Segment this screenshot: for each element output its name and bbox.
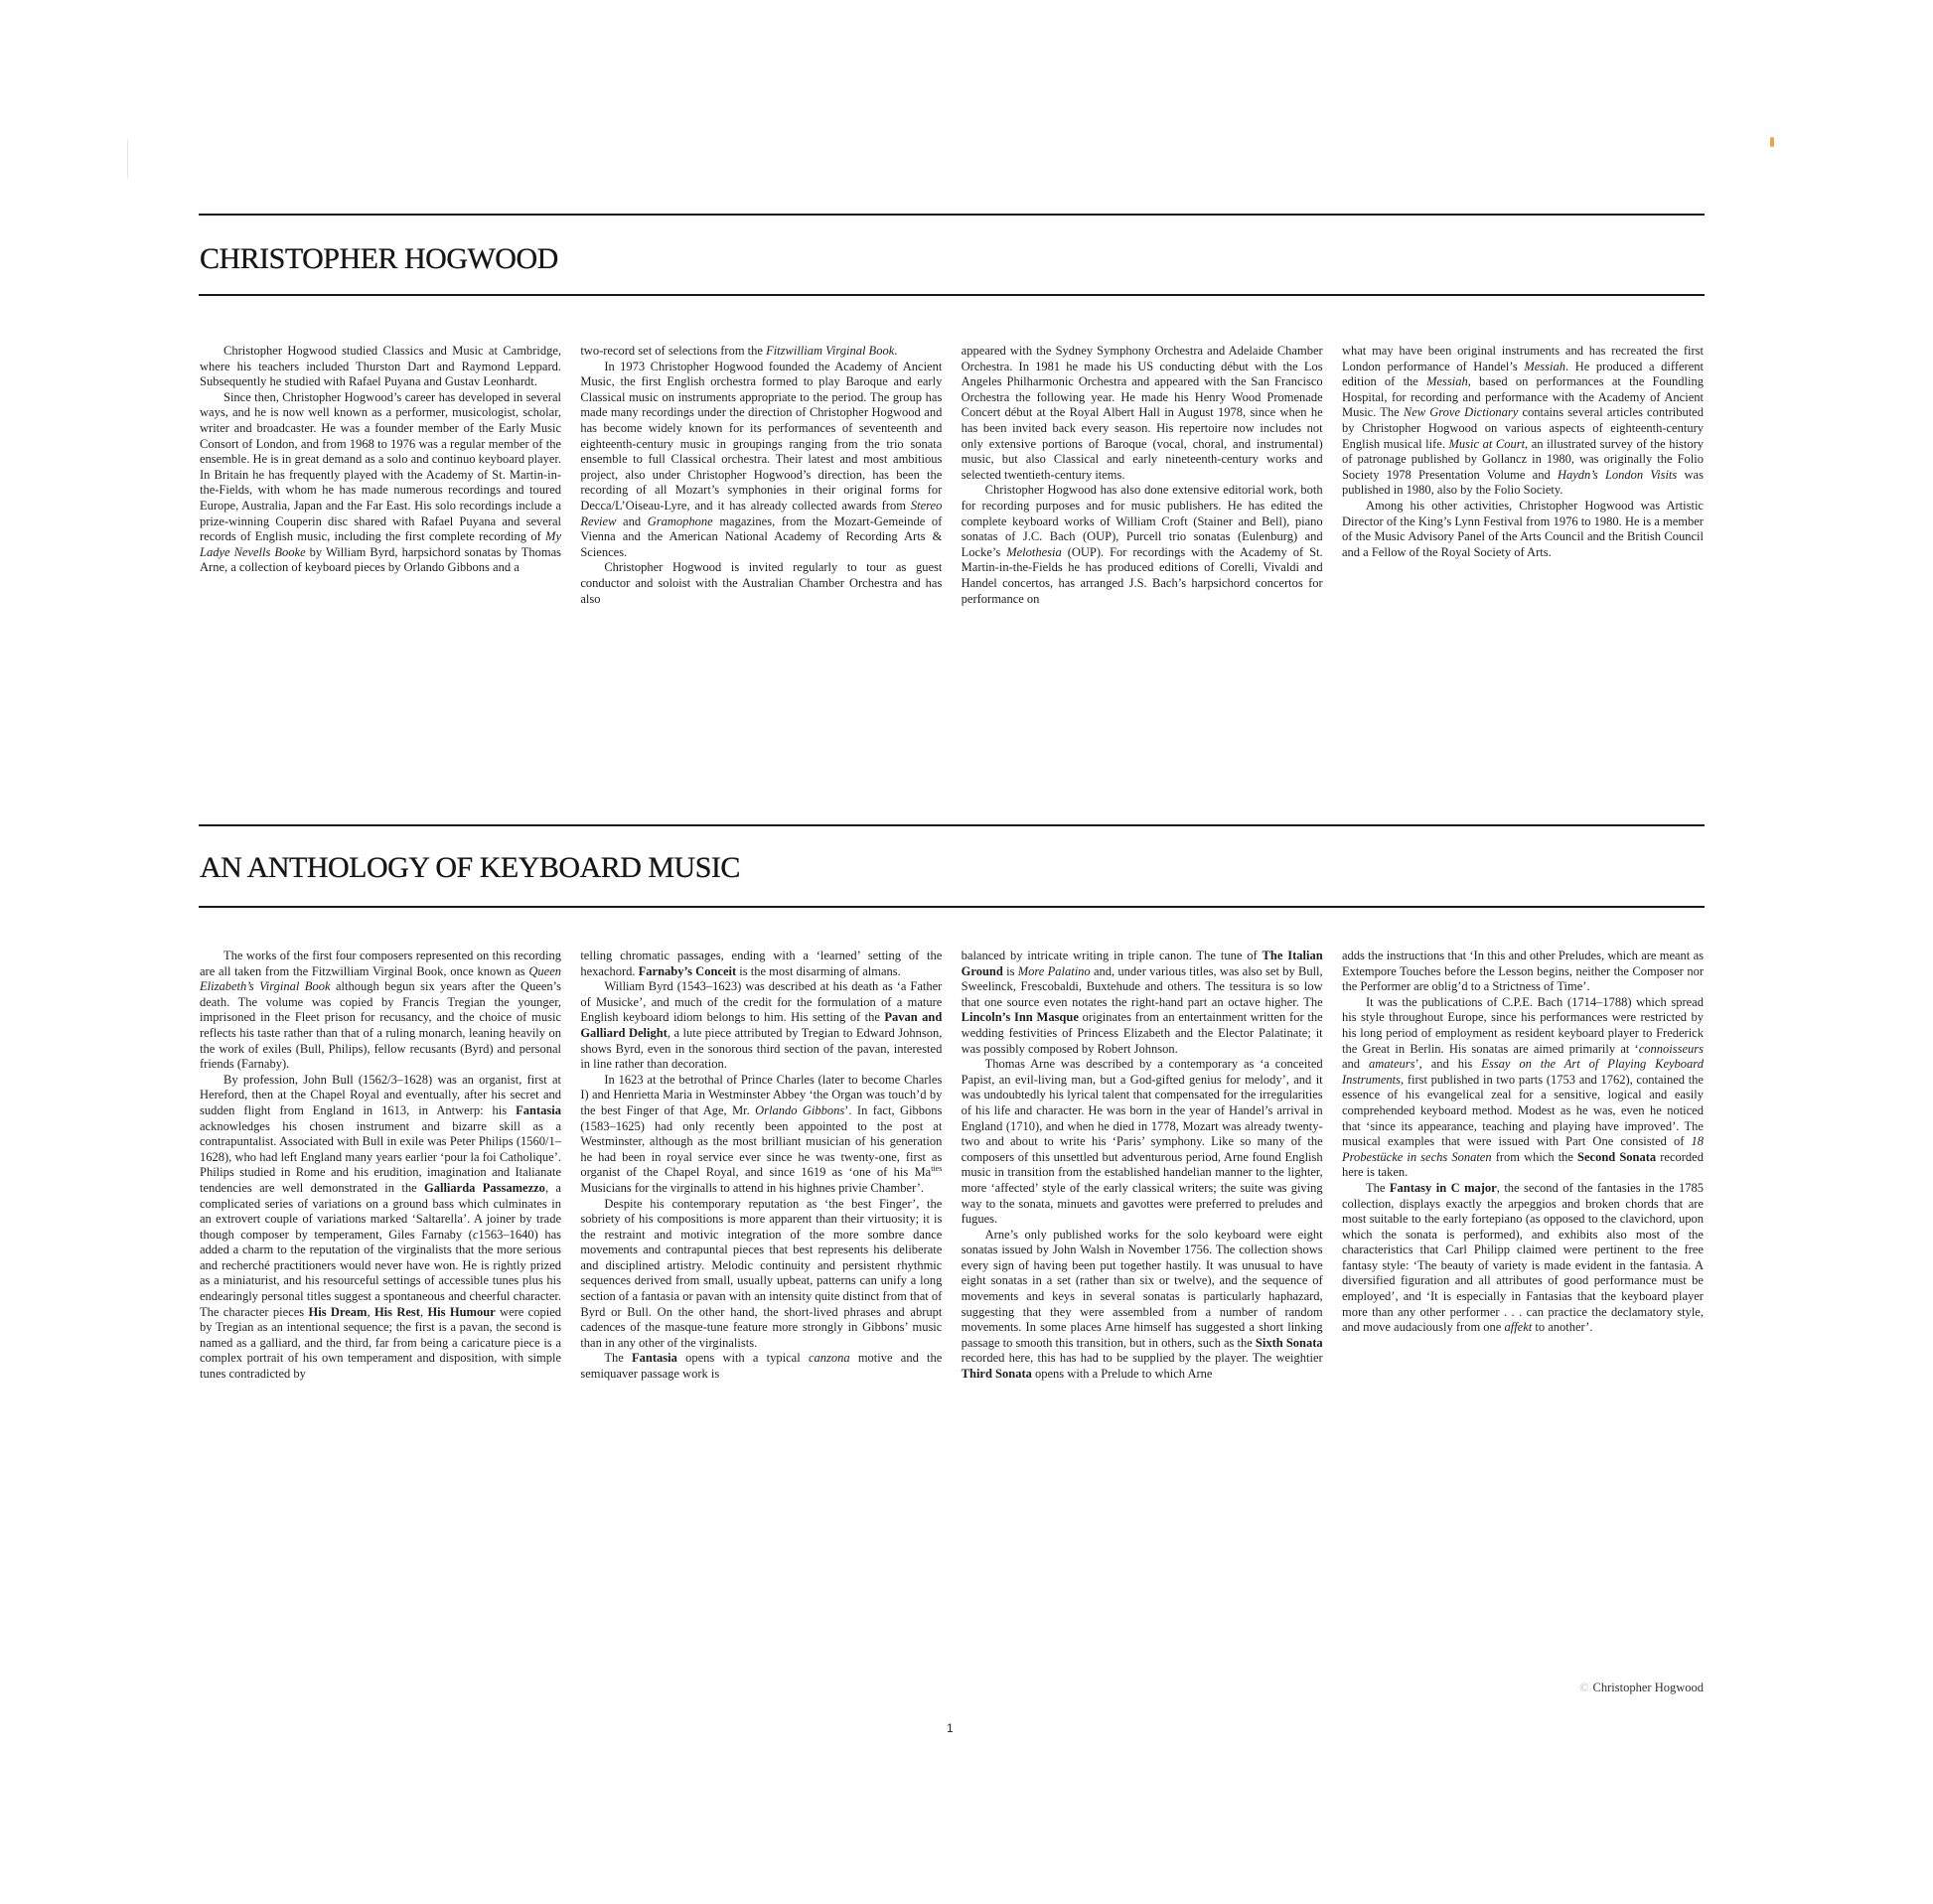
paragraph: [200, 390, 561, 576]
bold-title: Fantasia: [632, 1351, 677, 1366]
text-run: , a complicated series of variations on a ground bass which culminates in an extrovert couple of variations marked ‘Saltarella’. A joiner by trade though composer by temperament, Giles Farnaby (: [200, 1180, 561, 1242]
italic-text: amateurs: [1368, 1057, 1415, 1072]
bold-title: Third Sonata: [961, 1367, 1032, 1382]
paragraph: [200, 949, 561, 1073]
bold-title: Second Sonata: [1577, 1149, 1657, 1164]
corner-mark: [1770, 137, 1774, 147]
text-column: [962, 949, 1323, 1383]
text-run: what may have been original instruments and has recreated the first London performance of Handel’s: [1341, 344, 1704, 373]
paragraph: [1342, 499, 1704, 560]
section-title-biography: CHRISTOPHER HOGWOOD: [200, 242, 558, 275]
paragraph: [580, 949, 942, 979]
text-run: magazines, from the Mozart-Gemeinde of Vienna and the American National Academy of Recording Arts & Sciences.: [580, 513, 943, 559]
text-run: , a lute piece attributed by Tregian to Edward Johnson, shows Byrd, even in the sonorous third section of the pavan, interested in line rather than decoration.: [580, 1025, 943, 1072]
text-run: by William Byrd, harpsichord sonatas by Thomas Arne, a collection of keyboard pieces by Orlando Gibbons and a: [200, 544, 561, 575]
paragraph: [580, 560, 942, 607]
italic-text: New Grove Dictionary: [1403, 405, 1519, 420]
bold-title: Fantasy in C major: [1389, 1180, 1497, 1195]
italic-text: c: [472, 1227, 479, 1242]
italic-text: Stereo Review: [580, 498, 943, 528]
paragraph: [580, 1351, 942, 1382]
copyright-icon: ©: [1579, 1681, 1589, 1694]
text-column: [1342, 344, 1704, 607]
bold-title: Lincoln’s Inn Masque: [961, 1010, 1079, 1025]
text-run: Among his other activities, Christopher Hogwood was Artistic Director of the King’s Lynn Festival from 1976 to 1980. He is a member of the Music Advisory Panel of the Arts Council and the British Council and a Fellow of the Royal Society of Arts.: [1341, 498, 1704, 559]
section-title-anthology: AN ANTHOLOGY OF KEYBOARD MUSIC: [200, 851, 740, 884]
text-column: [200, 949, 561, 1383]
text-run: Christopher Hogwood studied Classics and Music at Cambridge, where his teachers included Thurston Dart and Raymond Leppard. Subsequently he studied with Rafael Puyana and Gustav Leonhardt.: [200, 344, 561, 389]
paragraph: [200, 1073, 561, 1383]
text-run: acknowledges his chosen instrument and bizarre skill as a contrapuntalist. Associated with Bull in exile was Peter Philips (1560/1–1628), who had left England many years earlier ‘pour la foi Catholique’. Philips studied in Rome and his erudition, imagination and Italianate tendencies are well demonstrated in the: [200, 1118, 561, 1195]
text-run: , based on performances at the Foundling Hospital, for recording and performance with the Academy of Ancient Music. The: [1341, 374, 1704, 420]
text-column: [580, 949, 942, 1383]
italic-text: Queen Elizabeth’s Virginal Book: [200, 963, 561, 994]
text-run: , an illustrated survey of the history of patronage published by Gollancz in 1980, was originally the Folio Society 1978 Presentation Volume and: [1341, 436, 1704, 482]
text-run: opens with a Prelude to which Arne: [1031, 1367, 1213, 1382]
section-rule-bottom: [199, 294, 1705, 296]
text-run: from which the: [1491, 1149, 1578, 1164]
text-run: is the most disarming of almans.: [736, 963, 901, 978]
paragraph: [1342, 949, 1704, 995]
text-run: Christopher Hogwood has also done extensive editorial work, both for recording purposes and for music publishers. He has edited the complete keyboard works of William Croft (Stainer and Bell), piano sonatas of J.C. Bach (OUP), Purcell trio sonatas (Eulenburg) and Locke’s: [961, 483, 1323, 559]
text-run: The: [604, 1351, 632, 1366]
text-column: [580, 344, 942, 607]
text-column: [200, 344, 561, 607]
italic-text: Messiah: [1426, 374, 1468, 389]
text-run: opens with a typical: [676, 1351, 809, 1366]
text-run: , the second of the fantasies in the 1785 collection, displays exactly the arpeggios and broken chords that are most suitable to the early fortepiano (as opposed to the clavichord, upon which the sonata is performed), and exhibits also most of the characteristics that Carl Philipp claimed were pertinent to the free fantasy style: ‘The beauty of variety is made evident in the fantasia. A diversified figuration and all attributes of good performance must be employed’, and ‘It is especially in Fantasias that the keyboard player more than any other performer . . . can practice the declamatory style, and move audaciously from one: [1341, 1180, 1704, 1335]
text-run: adds the instructions that ‘In this and other Preludes, which are meant as Extempore Touches before the Lesson begins, neither the Composer nor the Performer are oblig’d to a Strictness of Time’.: [1341, 949, 1704, 994]
bold-title: Pavan and Galliard Delight: [580, 1010, 943, 1040]
bold-title: Sixth Sonata: [1255, 1335, 1323, 1350]
text-run: In 1623 at the betrothal of Prince Charles (later to become Charles I) and Henrietta Maria in Westminster Abbey ‘the Organ was touch’d by the best Finger of that Age, Mr.: [580, 1072, 943, 1117]
italic-text: My Ladye Nevells Booke: [200, 529, 561, 559]
text-run: ’, and his: [1414, 1057, 1482, 1072]
text-run: 1563–1640) has added a charm to the reputation of the virginalists that the more serious and recherché practitioners would never have won. He is rightly prized as a miniaturist, and his resourceful settings of accessible tunes plus his endearingly personal titles suggest a spontaneous and cheerful character. The character pieces: [200, 1227, 562, 1319]
italic-text: affekt: [1504, 1320, 1533, 1335]
section-rule-top: [199, 214, 1705, 216]
paragraph: [580, 1073, 942, 1197]
paragraph: [1342, 1181, 1704, 1336]
bold-title: His Rest: [373, 1304, 420, 1319]
italic-text: 18 Probestücke in sechs Sonaten: [1341, 1134, 1704, 1164]
italic-text: Messiah: [1524, 359, 1565, 373]
text-run: appeared with the Sydney Symphony Orchestra and Adelaide Chamber Orchestra. In 1981 he made his US conducting début with the Los Angeles Philharmonic Orchestra and appeared with the San Francisco Orchestra the following year. He made his Henry Wood Promenade Concert début at the Royal Albert Hall in August 1978, since when he has been invited back every season. His repertoire now includes not only extensive portions of Baroque (vocal, choral, and instrumental) music, but also Classical and early nineteenth-century works and selected twentieth-century items.: [961, 344, 1323, 482]
paragraph: [962, 949, 1323, 1057]
text-run: , first published in two parts (1753 and 1762), contained the essence of his evangelical zeal for a sensitive, logical and easily comprehended keyboard method. Modest as he was, even he noticed that ‘since its appearance, teaching and playing have improved’. The musical examples that were issued with Part One consisted of: [1341, 1072, 1704, 1149]
paragraph: [1342, 995, 1704, 1181]
text-run: William Byrd (1543–1623) was described at his death as ‘a Father of Musicke’, and much of the credit for the formulation of a mature English keyboard idiom belongs to him. His setting of the: [580, 979, 943, 1025]
anthology-columns: [200, 949, 1704, 1383]
italic-text: Music at Court: [1448, 436, 1526, 451]
text-run: The: [1365, 1180, 1390, 1195]
text-run: and: [616, 513, 648, 528]
bold-title: The Italian Ground: [961, 949, 1323, 978]
text-run: was published in 1980, also by the Folio Society.: [1341, 467, 1704, 498]
text-run: is: [1002, 963, 1018, 978]
page-number: 1: [947, 1721, 954, 1735]
text-run: contains several articles contributed by Christopher Hogwood on various aspects of eighteenth-century English musical life.: [1341, 405, 1704, 451]
page-edge: [127, 139, 128, 179]
superscript-text: ties: [931, 1164, 943, 1174]
text-run: The works of the first four composers represented on this recording are all taken from the Fitzwilliam Virginal Book, once known as: [200, 949, 561, 978]
section-rule-top: [199, 824, 1705, 826]
italic-text: Fitzwilliam Virginal Book: [766, 344, 895, 358]
paragraph: [580, 979, 942, 1073]
text-run: two-record set of selections from the: [580, 344, 767, 358]
text-run: ’. In fact, Gibbons (1583–1625) had only recently been appointed to the post at Westminster, although as the most brilliant musician of his generation he had been in royal service ever since he was twenty-one, first as organist of the Chapel Royal, and since 1619 as ‘one of his Ma: [580, 1102, 943, 1180]
text-run: and, under various titles, was also set by Bull, Sweelinck, Frescobaldi, Buxtehude and others. The tessitura is so low that one source even notates the right-hand part an octave higher. The: [961, 963, 1323, 1009]
section-rule-bottom: [199, 906, 1705, 908]
paragraph: [580, 344, 942, 360]
copyright-holder: Christopher Hogwood: [1592, 1681, 1704, 1694]
italic-text: canzona: [808, 1351, 850, 1366]
italic-text: More Palatino: [1017, 963, 1091, 978]
bold-title: His Humour: [427, 1304, 496, 1319]
paragraph: [962, 483, 1323, 607]
text-run: (OUP). For recordings with the Academy of St. Martin-in-the-Fields he has produced editions of Corelli, Vivaldi and Handel concertos, has arranged J.S. Bach’s harpsichord concertos for performance on: [961, 544, 1323, 606]
italic-text: connoisseurs: [1638, 1041, 1704, 1056]
text-run: balanced by intricate writing in triple canon. The tune of: [961, 949, 1263, 962]
paragraph: [962, 1228, 1323, 1383]
paragraph: [962, 1057, 1323, 1228]
bold-title: Farnaby’s Conceit: [638, 963, 737, 978]
italic-text: Haydn’s London Visits: [1557, 467, 1678, 482]
text-run: and: [1341, 1057, 1369, 1072]
text-column: [962, 344, 1323, 607]
text-run: were copied by Tregian as an intentional sequence; the first is a pavan, the second is named as a galliard, and the third, far from being a caricature piece is a complex portrait of his own temperament and disposition, with simple tunes contradicted by: [200, 1304, 562, 1382]
paragraph: [200, 344, 561, 390]
text-run: recorded here is taken.: [1341, 1149, 1704, 1180]
italic-text: Orlando Gibbons: [755, 1102, 845, 1117]
text-run: ,: [367, 1304, 374, 1319]
copyright-notice: [1579, 1681, 1704, 1695]
italic-text: Melothesia: [1006, 544, 1062, 559]
biography-columns: [200, 344, 1704, 607]
text-run: . He produced a different edition of the: [1341, 359, 1704, 389]
italic-text: Gramophone: [647, 513, 713, 528]
text-run: motive and the semiquaver passage work is: [580, 1351, 943, 1382]
paragraph: [580, 1197, 942, 1352]
text-run: Since then, Christopher Hogwood’s career has developed in several ways, and he is now well known as a performer, musicologist, scholar, writer and broadcaster. He was a founder member of the Early Music Consort of London, and from 1968 to 1976 was a regular member of the ensemble. He is in great demand as a solo and continuo keyboard player. In Britain he has frequently played with the Academy of St. Martin-in-the-Fields, with whom he has made numerous recordings and toured Europe, Australia, Japan and the Far East. His solo recordings include a prize-winning Couperin disc shared with Rafael Puyana and several records of English music, including the first complete recording of: [200, 389, 561, 544]
text-run: to another’.: [1532, 1320, 1593, 1335]
text-run: Musicians for the virginalls to attend in his highnes privie Chamber’.: [580, 1180, 924, 1195]
italic-text: Essay on the Art of Playing Keyboard Instruments: [1341, 1057, 1704, 1087]
text-column: [1342, 949, 1704, 1383]
text-run: Despite his contemporary reputation as ‘the best Finger’, the sobriety of his compositions is more apparent than their virtuosity; it is the restraint and motivic integration of the more sombre dance movements and contrapuntal pieces that best represents his deliberate and disciplined artistry. Melodic continuity and persistent rhythmic sequences derived from small, usually upbeat, patterns can unify a long section of a fantasia or pavan with an intensity quite distinct from that of Byrd or Bull. On the other hand, the short-lived phrases and abrupt cadences of the masque-tune feature more strongly in Gibbons’ music than in any other of the virginalists.: [580, 1196, 943, 1350]
text-run: Thomas Arne was described by a contemporary as ‘a conceited Papist, an evil-living man, but a God-gifted genius for melody’, and it was undoubtedly his lyrical talent that compensated for the irregularities of his life and character. He was born in the year of Handel’s arrival in England (1710), and when he died in 1778, Mozart was already twenty-two and about to write his ‘Paris’ symphony. Like so many of the composers of this unsettled but adventurous period, Arne found English music in transition from the established handelian manner to the lighter, more ‘affected’ style of the early classical writers; the suite was giving way to the sonata, minuets and gavottes were preferred to preludes and fugues.: [961, 1057, 1323, 1227]
bold-title: Fantasia: [516, 1102, 561, 1117]
text-run: Arne’s only published works for the solo keyboard were eight sonatas issued by John Walsh in November 1756. The collection shows every sign of having been put together hastily. It was unusual to have eight sonatas in a set (rather than six or twelve), and the sequence of movements and keys in several sonatas is particularly haphazard, suggesting that they were assembled from a number of random movements. In some places Arne himself has suggested a short linking passage to smooth this transition, but in others, such as the: [961, 1227, 1323, 1350]
text-run: It was the publications of C.P.E. Bach (1714–1788) which spread his style throughout Europe, since his performances were restricted by his long period of employment as resident keyboard player to Frederick the Great in Berlin. His sonatas are aimed primarily at ‘: [1341, 994, 1704, 1056]
text-run: By profession, John Bull (1562/3–1628) was an organist, first at Hereford, then at the Chapel Royal and eventually, after his secret and sudden flight from England in 1613, in Antwerp: his: [200, 1072, 561, 1117]
bold-title: His Dream: [308, 1304, 368, 1319]
paragraph: [580, 360, 942, 561]
bold-title: Galliarda Passamezzo: [424, 1180, 545, 1195]
text-run: In 1973 Christopher Hogwood founded the Academy of Ancient Music, the first English orchestra formed to play Baroque and early Classical music on instruments appropriate to the period. The group has made many recordings under the direction of Christopher Hogwood and has become widely known for its performances of seventeenth and eighteenth-century music in groupings ranging from the trio sonata ensemble to full Classical orchestra. Their latest and most ambitious project, also under Christopher Hogwood’s direction, has been the recording of all Mozart’s symphonies in their original forms for Decca/L’Oiseau-Lyre, and it has already collected awards from: [580, 359, 943, 513]
text-run: recorded here, this has had to be supplied by the player. The weightier: [961, 1351, 1323, 1366]
text-run: although begun six years after the Queen’s death. The volume was copied by Francis Tregian the younger, imprisoned in the Fleet prison for recusancy, and the choice of music reflects his taste rather than that of a ruling monarch, leaning heavily on the work of exiles (Bull, Philips), fellow recusants (Byrd) and personal friends (Farnaby).: [200, 979, 562, 1072]
paragraph: [962, 344, 1323, 483]
text-run: telling chromatic passages, ending with a ‘learned’ setting of the hexachord.: [580, 949, 943, 978]
text-run: .: [894, 344, 898, 358]
text-run: originates from an entertainment written for the wedding festivities of Princess Elizabeth and the Elector Palatinate; it was possibly composed by Robert Johnson.: [961, 1010, 1323, 1056]
text-run: ,: [419, 1304, 428, 1319]
paragraph: [1342, 344, 1704, 499]
text-run: Christopher Hogwood is invited regularly to tour as guest conductor and soloist with the Australian Chamber Orchestra and has also: [580, 560, 943, 606]
